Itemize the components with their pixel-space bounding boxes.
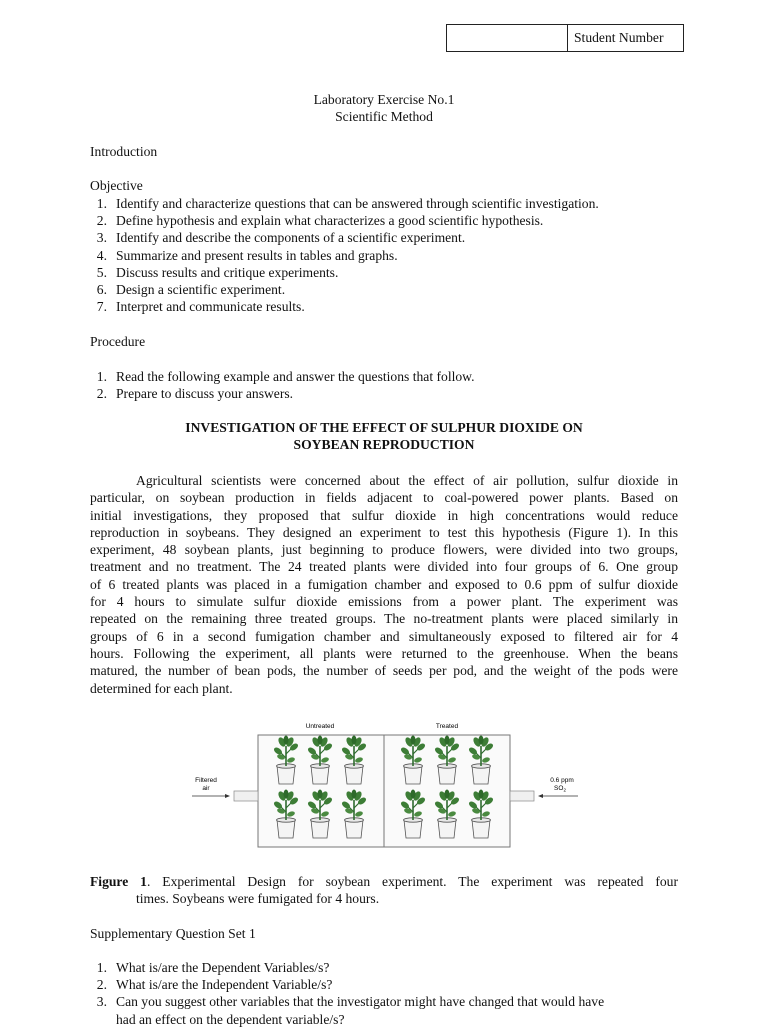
introduction-heading: Introduction xyxy=(90,144,158,159)
filtered-air-inlet xyxy=(234,791,258,801)
exercise-subtitle: Scientific Method xyxy=(335,109,433,124)
list-item: 3. Identify and describe the components of a scientific experiment. xyxy=(96,230,466,246)
list-item: 2. What is/are the Independent Variable/s? xyxy=(96,977,333,993)
list-item: 2. Define hypothesis and explain what characterizes a good scientific hypothesis. xyxy=(96,213,544,229)
paragraph-line: of 6 treated plants was placed in a fumigation chamber and exposed to 0.6 ppm of sulfur dioxide xyxy=(90,576,678,592)
list-item: 7. Interpret and communicate results. xyxy=(96,299,305,315)
paragraph-line: hours. Following the experiment, all plants were returned to the greenhouse. When the beans xyxy=(90,645,678,661)
list-item: 5. Discuss results and critique experiments. xyxy=(96,264,339,280)
paragraph-line: reproduction in soybeans. They designed an experiment to test this hypothesis (Figure 1). In this xyxy=(90,524,678,540)
investigation-title-line1: INVESTIGATION OF THE EFFECT OF SULPHUR DIOXIDE ON xyxy=(185,420,583,435)
list-item: 6. Design a scientific experiment. xyxy=(96,282,286,298)
investigation-title-line2: SOYBEAN REPRODUCTION xyxy=(293,437,475,452)
procedure-list xyxy=(87,368,475,402)
paragraph-line: experiment, 48 soybean plants, just beginning to produce flowers, were divided into two groups, xyxy=(90,542,678,558)
list-item: 2. Prepare to discuss your answers. xyxy=(96,386,294,402)
student-number-box xyxy=(446,24,684,52)
objective-heading: Objective xyxy=(90,178,143,193)
caption-line: times. Soybeans were fumigated for 4 hours. xyxy=(136,891,380,907)
experiment-figure xyxy=(190,718,580,853)
so2-inlet xyxy=(510,791,534,801)
treated-label: Treated xyxy=(435,723,459,730)
paragraph-line: particular, on soybean production in fields adjacent to coal-powered power plants. Based on xyxy=(90,490,678,506)
student-number-label: Student Number xyxy=(574,30,664,45)
list-item: 1. What is/are the Dependent Variables/s? xyxy=(96,960,330,975)
objective-list xyxy=(87,195,599,315)
paragraph-line: repeated on the remaining three treated groups. The no-treatment plants were placed similarly in xyxy=(90,611,678,627)
list-item: 1. Identify and characterize questions that can be answered through scientific investigation. xyxy=(96,196,599,211)
procedure-heading: Procedure xyxy=(90,334,146,349)
so2-label: $SO_2$ xyxy=(554,785,566,793)
caption-line: Figure 1. Experimental Design for soybean experiment. The experiment was repeated four xyxy=(90,874,678,889)
supplementary-heading: Supplementary Question Set 1 xyxy=(90,926,256,941)
paragraph-line: initial investigations, they proposed that sulfur dioxide in high concentrations would reduce xyxy=(90,507,678,523)
arrow-right-icon xyxy=(225,794,230,798)
paragraph-line: groups of 6 in a second fumigation chamber and simultaneously exposed to filtered air for 4 xyxy=(90,628,678,644)
filtered-air-label: Filtered xyxy=(195,777,217,784)
supplementary-list xyxy=(87,959,604,1028)
paragraph-line: matured, the number of bean pods, the number of seeds per pod, and the weight of the pods were xyxy=(90,663,678,679)
list-item: 1. Read the following example and answer the questions that follow. xyxy=(96,369,475,384)
paragraph-line: for 4 hours to simulate sulfur dioxide emissions from a power plant. The experiment was xyxy=(90,594,678,610)
filtered-air-label-2: air xyxy=(202,785,210,792)
investigation-paragraph xyxy=(90,472,678,697)
arrow-left-icon xyxy=(538,794,543,798)
list-item: 4. Summarize and present results in tables and graphs. xyxy=(96,247,398,263)
list-item: 3. Can you suggest other variables that the investigator might have changed that would have xyxy=(96,994,605,1010)
paragraph-line: treatment and no treatment. The 24 treated plants were divided into four groups of 6. One group xyxy=(90,559,678,575)
so2-concentration-label: 0.6 ppm xyxy=(550,777,574,784)
figure-label: Figure 1 xyxy=(90,874,147,889)
untreated-label: Untreated xyxy=(305,723,335,730)
list-item: had an effect on the dependent variable/s? xyxy=(116,1011,345,1027)
experiment-diagram xyxy=(190,718,580,853)
student-number-field[interactable] xyxy=(447,25,568,51)
figure-caption xyxy=(90,873,678,907)
paragraph-line: Agricultural scientists were concerned about the effect of air pollution, sulfur dioxide in xyxy=(136,473,678,488)
paragraph-line: determined for each plant. xyxy=(90,680,233,696)
exercise-title: Laboratory Exercise No.1 xyxy=(313,92,455,107)
